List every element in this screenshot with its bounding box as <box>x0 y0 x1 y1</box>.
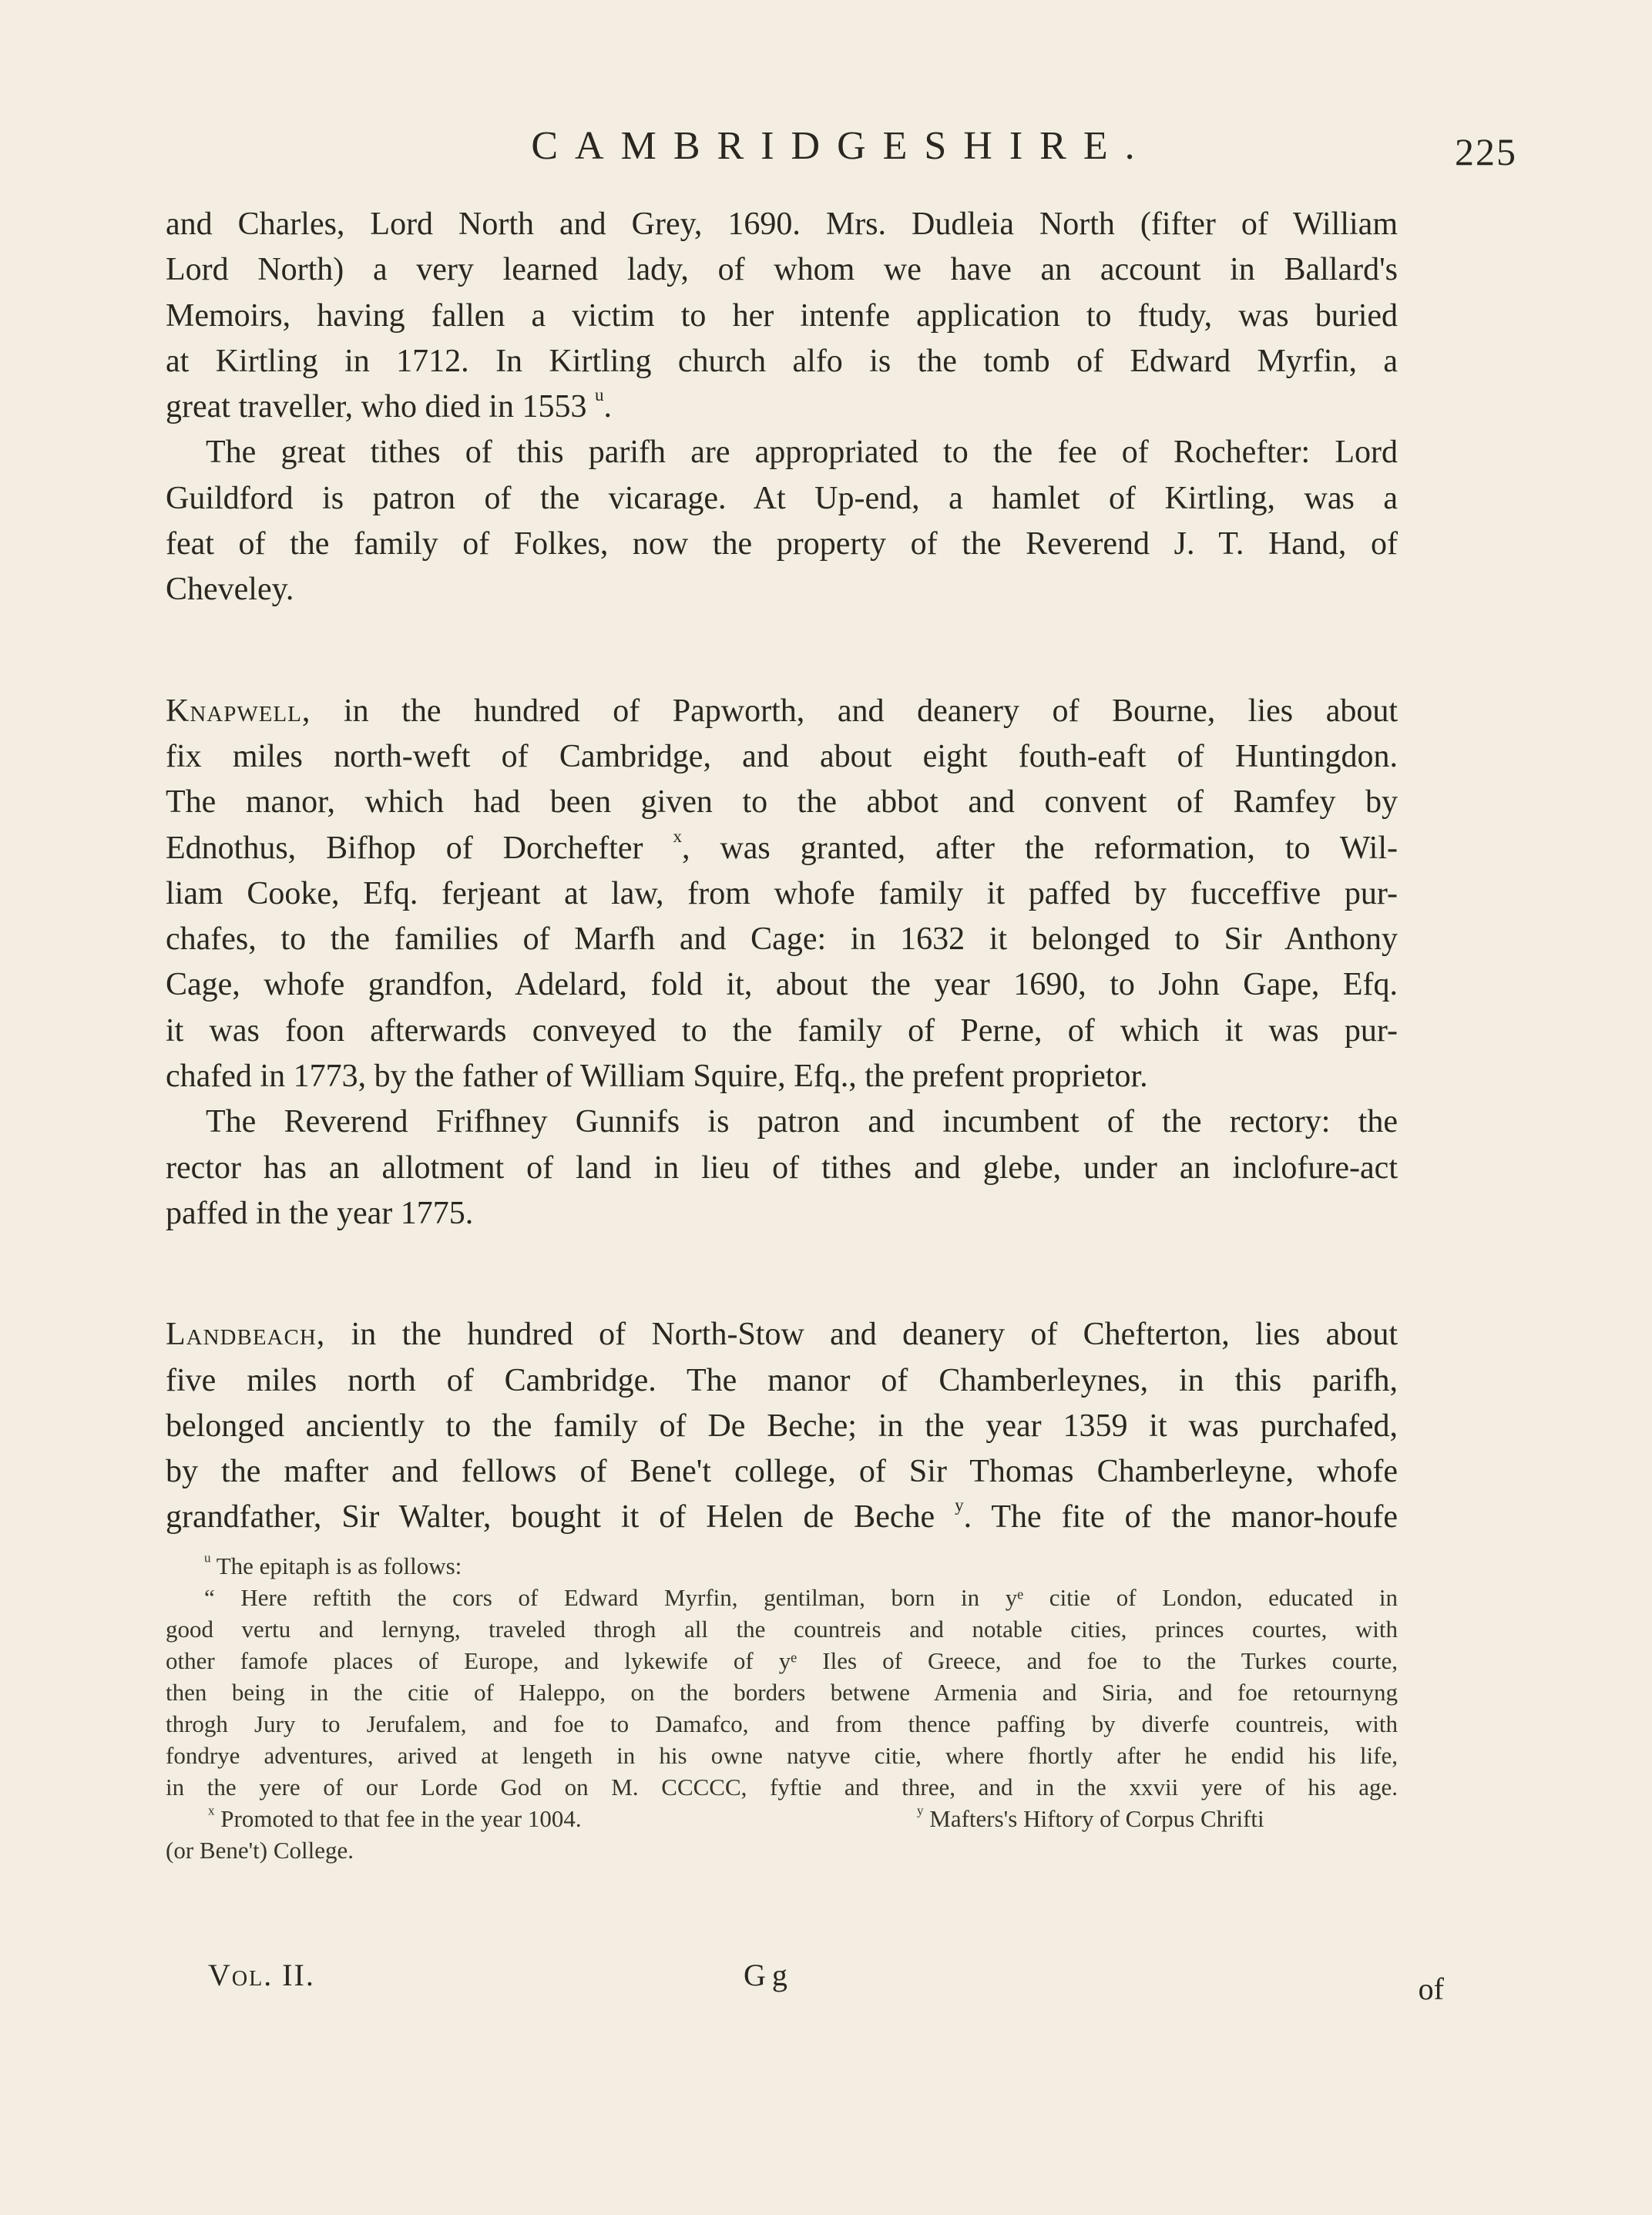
entry-heading: Landbeach, <box>166 1317 326 1353</box>
text-line: at Kirtling in 1712. In Kirtling church alfo is the tomb of Edward Myrfin, a <box>166 343 1398 379</box>
footnote-line: in the yere of our Lorde God on M. CCCCC, fyftie and three, and in the xxvii yere of his age. <box>166 1774 1398 1801</box>
text-line <box>166 826 1398 871</box>
running-title: CAMBRIDGESHIRE. <box>531 124 1152 168</box>
text-line: Memoirs, having fallen a victim to her intenfe application to ftudy, was buried <box>166 297 1398 334</box>
text-segment: in the hundred of Papworth, and deanery of Bourne, lies about <box>343 693 1398 729</box>
main-text <box>166 202 1398 1541</box>
text-segment: grandfather, Sir Walter, bought it of Helen de Beche <box>166 1499 935 1535</box>
paragraph-gap <box>166 613 1398 689</box>
footnote-line: other famofe places of Europe, and lykewife of yᵉ Iles of Greece, and foe to the Turkes courte, <box>166 1647 1398 1674</box>
footnotes <box>166 1550 1398 1866</box>
footnote-line: fondrye adventures, arived at lengeth in his owne natyve citie, where fhortly after he endid his life, <box>166 1742 1398 1769</box>
text-segment: Ednothus, Bifhop of Dorchefter <box>166 830 643 866</box>
footnote-marker: x <box>673 825 683 846</box>
text-line: and Charles, Lord North and Grey, 1690. Mrs. Dudleia North (fifter of William <box>166 206 1398 242</box>
entry-heading: Knapwell, <box>166 693 311 729</box>
footnote-line: (or Bene't) College. <box>166 1837 354 1864</box>
text-line: The Reverend Frifhney Gunnifs is patron and incumbent of the rectory: the <box>206 1104 1398 1140</box>
text-line <box>166 1495 1398 1540</box>
footnote-line: throgh Jury to Jerufalem, and foe to Damafco, and from thence paffing by diverfe countreis, with <box>166 1710 1398 1737</box>
text-segment: . <box>603 389 613 425</box>
footnote-text: The epitaph is as follows: <box>216 1552 462 1579</box>
text-line: rector has an allotment of land in lieu of tithes and glebe, under an inclofure-act <box>166 1149 1398 1186</box>
text-line: The manor, which had been given to the abbot and convent of Ramfey by <box>166 784 1398 821</box>
text-line: The great tithes of this parifh are appropriated to the fee of Rochefter: Lord <box>206 435 1398 471</box>
footnote-marker: u <box>204 1550 211 1566</box>
footnote-marker: y <box>955 1495 964 1515</box>
footnote-text: Promoted to that fee in the year 1004. <box>220 1805 582 1832</box>
text-segment: in the hundred of North-Stow and deanery of Chefterton, lies about <box>351 1317 1398 1353</box>
text-line: Cage, whofe grandfon, Adelard, fold it, about the year 1690, to John Gape, Efq. <box>166 967 1398 1003</box>
footnote-marker: y <box>917 1803 924 1818</box>
footnote-line <box>204 1550 462 1582</box>
footnote-marker: u <box>594 384 604 405</box>
footnote-line: then being in the citie of Haleppo, on the borders betwene Armenia and Siria, and foe retournyng <box>166 1679 1398 1706</box>
paragraph-gap <box>166 1237 1398 1312</box>
text-line: Lord North) a very learned lady, of whom we have an account in Ballard's <box>166 252 1398 288</box>
text-line <box>166 689 1398 734</box>
text-line: belonged anciently to the family of De Beche; in the year 1359 it was purchafed, <box>166 1408 1398 1444</box>
footnote-x <box>208 1803 582 1834</box>
footnote-u <box>166 1550 1398 1582</box>
text-line: by the mafter and fellows of Bene't college, of Sir Thomas Chamberleyne, whofe <box>166 1454 1398 1490</box>
text-segment: . The fite of the manor-houfe <box>963 1499 1398 1535</box>
text-line: five miles north of Cambridge. The manor of Chamberleynes, in this parifh, <box>166 1362 1398 1398</box>
footnote-marker: x <box>208 1803 215 1818</box>
page-footer <box>208 1957 1444 2006</box>
text-line <box>166 1312 1398 1358</box>
text-line: liam Cooke, Efq. ferjeant at law, from whofe family it paffed by fucceffive pur- <box>166 875 1398 911</box>
text-line: chafed in 1773, by the father of William Squire, Efq., the prefent proprietor. <box>166 1059 1148 1095</box>
text-line: chafes, to the families of Marfh and Cage: in 1632 it belonged to Sir Anthony <box>166 921 1398 958</box>
page-header <box>166 123 1517 177</box>
text-line: paffed in the year 1775. <box>166 1195 474 1231</box>
text-line: feat of the family of Folkes, now the property of the Reverend J. T. Hand, of <box>166 526 1398 562</box>
page-number: 225 <box>1455 130 1517 173</box>
volume-label: Vol. II. <box>208 1958 315 1992</box>
footnote-y <box>917 1803 1264 1834</box>
text-line: Guildford is patron of the vicarage. At Up-end, a hamlet of Kirtling, was a <box>166 480 1398 516</box>
footnote-x-y <box>166 1803 1398 1834</box>
text-line <box>166 384 1398 430</box>
text-line: Cheveley. <box>166 572 294 608</box>
signature-mark: Gg <box>744 1958 794 1992</box>
text-line: it was foon afterwards conveyed to the family of Perne, of which it was pur- <box>166 1012 1398 1049</box>
text-segment: great traveller, who died in 1553 <box>166 389 587 425</box>
footnote-text: Mafters's Hiftory of Corpus Chrifti <box>929 1805 1264 1832</box>
catchword: of <box>1418 1972 1444 2006</box>
footnote-line: “ Here reftith the cors of Edward Myrfin, gentilman, born in yᵉ citie of London, educated in <box>204 1584 1398 1611</box>
footnote-line: good vertu and lernyng, traveled throgh all the countreis and notable cities, princes courtes, with <box>166 1616 1398 1643</box>
text-segment: , was granted, after the reformation, to Wil- <box>682 830 1398 866</box>
text-line: fix miles north-weft of Cambridge, and about eight fouth-eaft of Huntingdon. <box>166 738 1398 774</box>
